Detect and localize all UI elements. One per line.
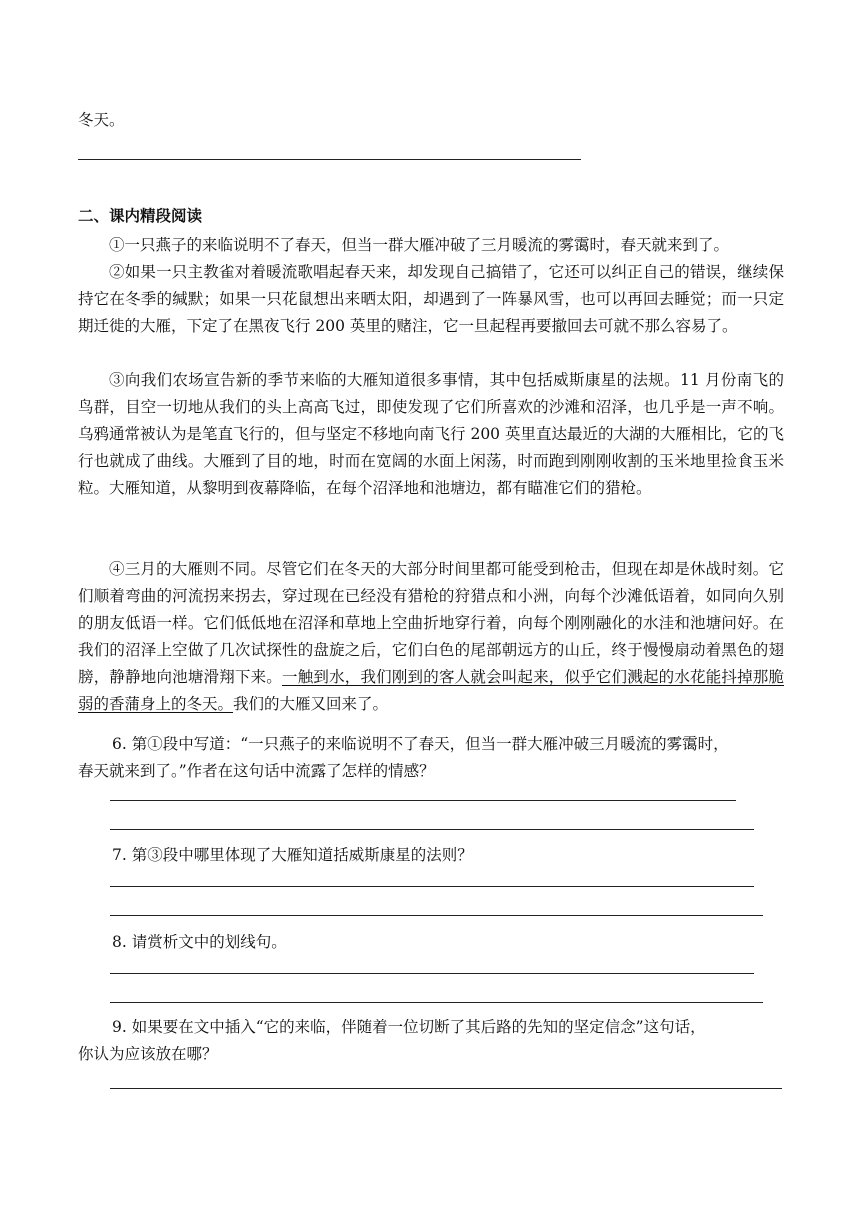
- paragraph-1: ①一只燕子的来临说明不了春天，但当一群大雁冲破了三月暖流的雾霭时，春天就来到了。: [109, 236, 730, 254]
- answer-line: [110, 915, 763, 916]
- paragraph-4-text: ④三月的大雁则不同。尽管它们在冬天的大部分时间里都可能受到枪击，但现在却是休战时刻。它们顺着弯曲的河流拐来拐去，穿过现在已经没有猎枪的狩猎点和小洲，向每个沙滩低语着，如同向久别的朋友低语一样。它们低低地在沼泽和草地上空曲折地穿行着，向每个刚刚融化的水洼和池塘问好。在我们的沼泽上空做了几次试探性的盘旋之后，它们白色的尾部朝远方的山丘，终于慢慢扇动着黑色的翅膀，静静地向池塘滑翔下来。: [78, 560, 784, 686]
- question-7: 7. 第③段中哪里体现了大雁知道括威斯康星的法则？: [112, 846, 473, 864]
- answer-line: [110, 800, 736, 801]
- answer-line: [110, 973, 754, 974]
- previous-answer-continuation: 冬天。: [78, 111, 125, 129]
- answer-line: [110, 829, 754, 830]
- question-6-line-1: 6. 第①段中写道：“一只燕子的来临说明不了春天，但当一群大雁冲破三月暖流的雾霭时，: [112, 735, 729, 753]
- paragraph-2: ②如果一只主教雀对着暖流歌唱起春天来，却发现自己搞错了，它还可以纠正自己的错误，继续保持它在冬季的缄默；如果一只花鼠想出来晒太阳，却遇到了一阵暴风雪，也可以再回去睡觉；而一只定期迁徙的大雁，下定了在黑夜飞行 200 英里的赌注，它一旦起程再要撤回去可就不那么容易了。: [78, 263, 784, 335]
- question-6-line-2: 春天就来到了。”作者在这句话中流露了怎样的情感？: [78, 762, 435, 780]
- question-9-line-2: 你认为应该放在哪？: [78, 1045, 218, 1063]
- question-8: 8. 请赏析文中的划线句。: [112, 933, 287, 951]
- answer-line: [110, 1002, 763, 1003]
- paragraph-3: ③向我们农场宣告新的季节来临的大雁知道很多事情，其中包括威斯康星的法规。11 月份南飞的鸟群，目空一切地从我们的头上高高飞过，即使发现了它们所喜欢的沙滩和沼泽，也几乎是一声不响。乌鸦通常被认为是笔直飞行的，但与坚定不移地向南飞行 200 英里直达最近的大湖的大雁相比，它的飞行也就成了曲线。大雁到了目的地，时而在宽阔的水面上闲荡，时而跑到刚刚收割的玉米地里捡食玉米粒。大雁知道，从黎明到夜幕降临，在每个沼泽地和池塘边，都有瞄准它们的猎枪。: [78, 371, 784, 497]
- paragraph-4: [78, 556, 784, 718]
- answer-line: [110, 1088, 782, 1089]
- underlined-sentence: 一触到水，我们刚到的客人就会叫起来，似乎它们溅起的水花能抖掉那脆弱的香蒲身上的冬天。: [78, 668, 784, 713]
- answer-line: [110, 886, 754, 887]
- paragraph-4-ending: 我们的大雁又回来了。: [233, 695, 389, 713]
- question-9-line-1: 9. 如果要在文中插入“它的来临，伴随着一位切断了其后路的先知的坚定信念”这句话，: [112, 1018, 706, 1036]
- answer-line: [78, 159, 581, 160]
- section-title: 二、课内精段阅读: [78, 207, 203, 225]
